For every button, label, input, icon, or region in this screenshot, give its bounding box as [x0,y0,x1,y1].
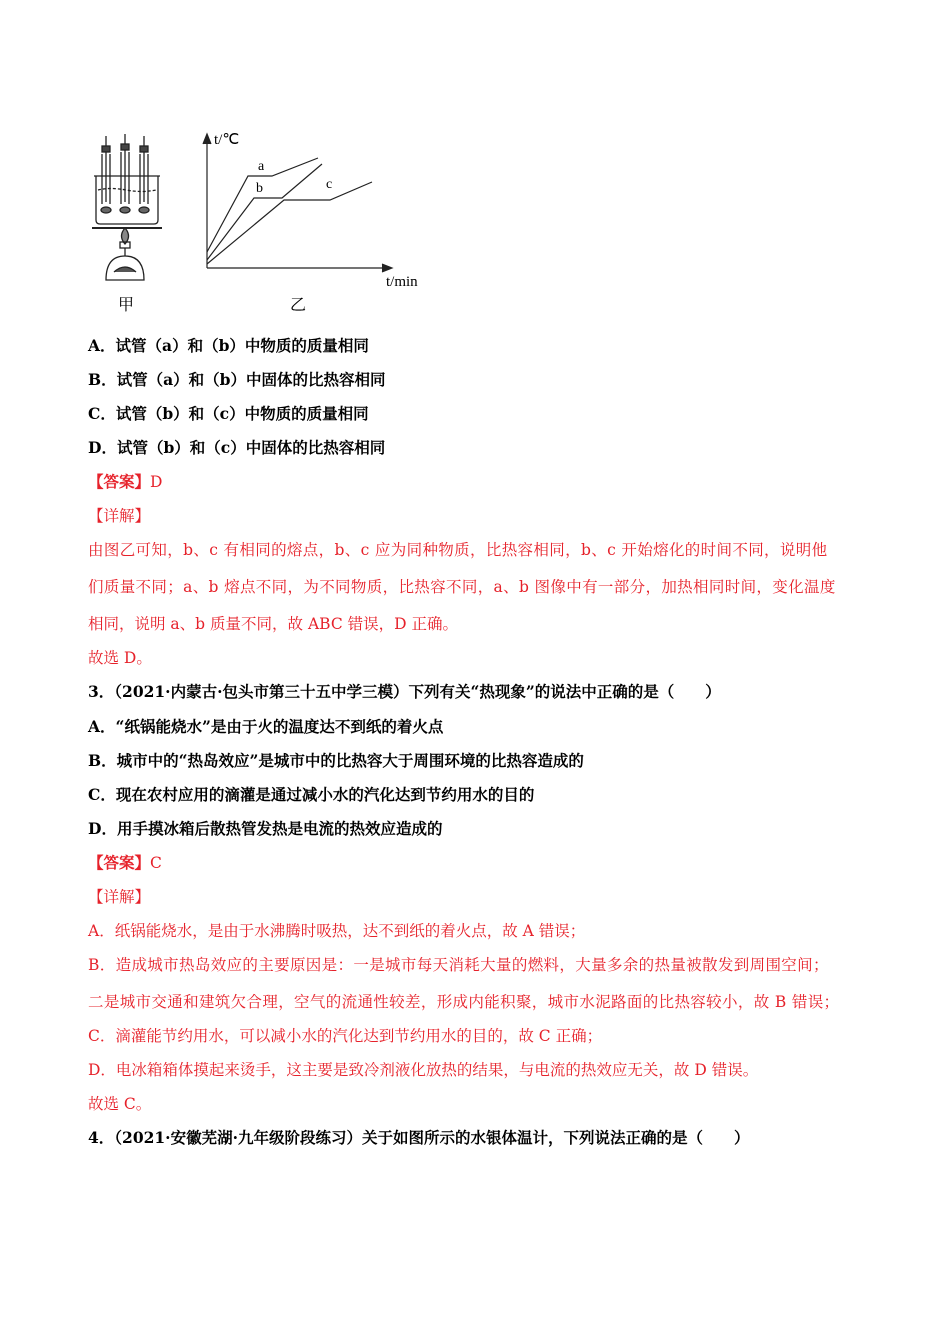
curve-label-a: a [258,159,265,174]
q2-option-c: C．试管（b）和（c）中物质的质量相同 [88,404,369,423]
y-axis-label: t/℃ [214,132,240,148]
q3-option-d: D．用手摸冰箱后散热管发热是电流的热效应造成的 [88,819,443,838]
q2-explanation-line-1: 由图乙可知，b、c 有相同的熔点，b、c 应为同种物质，比热容相同，b、c 开始熔化的时间不同，说明他 [88,541,828,559]
q3-option-a: A．“纸锅能烧水”是由于火的温度达不到纸的着火点 [88,717,444,736]
q3-answer-value: C [150,854,162,872]
q3-conclusion: 故选 C。 [88,1095,152,1113]
q2-option-d: D．试管（b）和（c）中固体的比热容相同 [88,438,386,457]
q3-option-b: B．城市中的“热岛效应”是城市中的比热容大于周围环境的比热容造成的 [88,751,584,770]
q3-explanation-line-2: B．造成城市热岛效应的主要原因是：一是城市每天消耗大量的燃料，大量多余的热量被散发到周围空间； [88,956,829,974]
curve-label-c: c [326,177,333,192]
q4-stem: 4．（2021·安徽芜湖·九年级阶段练习）关于如图所示的水银体温计，下列说法正确的是（ ） [88,1128,750,1147]
q3-explanation-line-3: 二是城市交通和建筑欠合理，空气的流通性较差，形成内能积聚，城市水泥路面的比热容较小，故 B 错误； [88,993,840,1011]
q2-answer-tag: 【答案】 [88,472,151,491]
q2-explanation-line-2: 们质量不同；a、b 熔点不同，为不同物质，比热容不同，a、b 图像中有一部分，加热相同时间，变化温度 [88,578,836,596]
x-axis-label: t/min [386,274,418,290]
q3-explanation-line-1: A．纸锅能烧水，是由于水沸腾时吸热，达不到纸的着火点，故 A 错误； [88,922,586,940]
q2-answer [88,472,162,492]
q2-explanation-line-3: 相同，说明 a、b 质量不同，故 ABC 错误，D 正确。 [88,615,458,633]
q3-explanation-line-5: D．电冰箱箱体摸起来烫手，这主要是致冷剂液化放热的结果，与电流的热效应无关，故 D 错误。 [88,1061,759,1079]
q2-detail-tag: 【详解】 [88,507,151,525]
q3-detail-tag: 【详解】 [88,888,151,906]
apparatus-figure [92,132,164,282]
figure-caption-yi: 乙 [290,295,307,314]
q3-answer [88,853,162,873]
q2-option-a: A．试管（a）和（b）中物质的质量相同 [88,336,369,355]
curve-label-b: b [256,181,263,196]
q3-option-c: C．现在农村应用的滴灌是通过减小水的汽化达到节约用水的目的 [88,785,535,804]
q3-explanation-line-4: C．滴灌能节约用水，可以减小水的汽化达到节约用水的目的，故 C 正确； [88,1027,603,1045]
q3-stem: 3．（2021·内蒙古·包头市第三十五中学三模）下列有关“热现象”的说法中正确的是（ ） [88,682,721,701]
q2-option-b: B．试管（a）和（b）中固体的比热容相同 [88,370,386,389]
temperature-time-graph [196,124,436,292]
q3-answer-tag: 【答案】 [88,853,151,872]
figure-caption-jia: 甲 [118,295,135,314]
q2-answer-value: D [150,473,163,491]
q2-conclusion: 故选 D。 [88,649,152,667]
